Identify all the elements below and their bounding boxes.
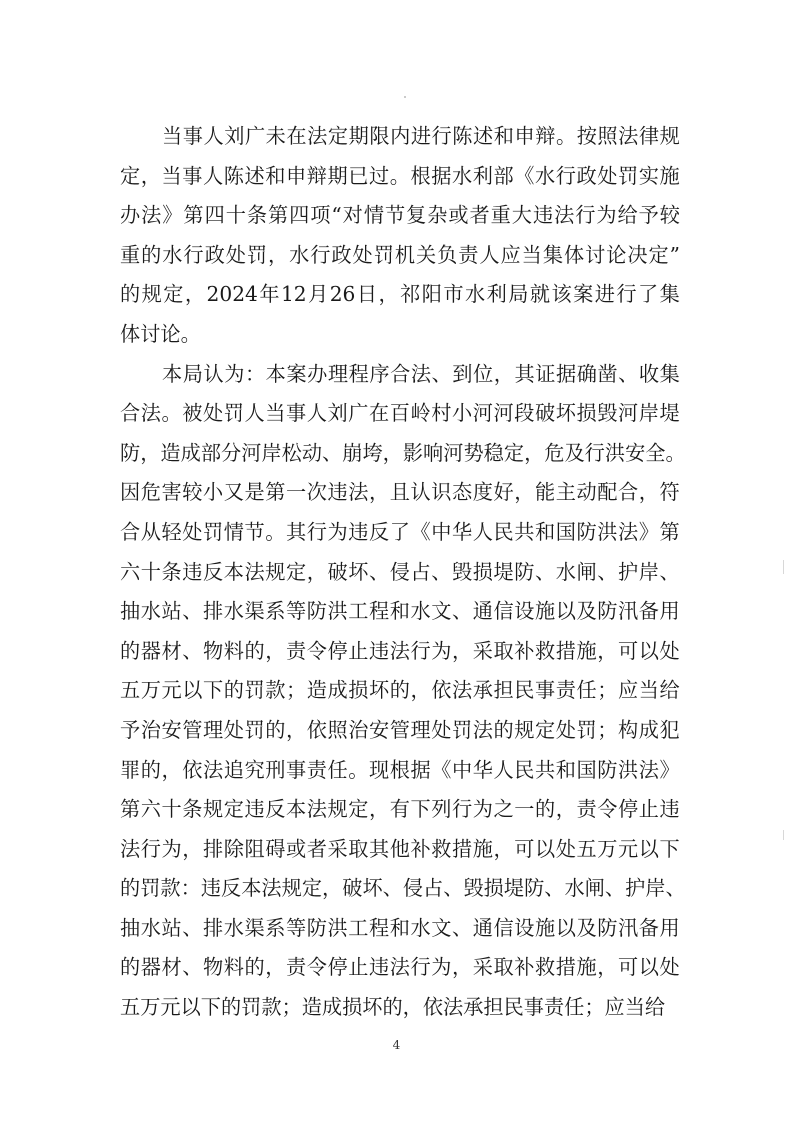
page-number: 4 bbox=[392, 1038, 401, 1052]
paragraph-line: 的 器 材 、 物 料 的 ， 责 令 停 止 违 法 行 为 ， 采 取 补 救 措 施 ， 可 以 处 bbox=[120, 638, 680, 663]
paragraph-line: 的 器 材 、 物 料 的 ， 责 令 停 止 违 法 行 为 ， 采 取 补 救 措 施 ， 可 以 处 bbox=[120, 955, 680, 980]
paragraph-line: 五万元以下的罚款；造成损坏的，依法承担民事责任；应当给 bbox=[120, 995, 666, 1020]
paragraph-line: 合 从 轻 处 罚 情 节 。 其 行 为 违 反 了 《 中 华 人 民 共 和 国 防 洪 法 》 第 bbox=[120, 519, 680, 544]
paragraph-line: 的 规 定 ， 2024 年 12 月 26 日 ， 祁 阳 市 水 利 局 就 该 案 进 行 了 集 bbox=[120, 282, 680, 307]
paragraph-line: 定 ， 当 事 人 陈 述 和 申 辩 期 已 过 。 根 据 水 利 部 《 水 行 政 处 罚 实 施 bbox=[120, 163, 680, 188]
paragraph-line: 抽 水 站 、 排 水 渠 系 等 防 洪 工 程 和 水 文 、 通 信 设 施 以 及 防 汛 备 用 bbox=[120, 915, 680, 940]
paragraph-line: 五 万 元 以 下 的 罚 款 ； 造 成 损 坏 的 ， 依 法 承 担 民 事 责 任 ； 应 当 给 bbox=[120, 678, 680, 703]
paragraph-line: 法 行 为 ， 排 除 阻 碍 或 者 采 取 其 他 补 救 措 施 ， 可 以 处 五 万 元 以 下 bbox=[120, 836, 680, 861]
paragraph-line: 六 十 条 违 反 本 法 规 定 ， 破 坏 、 侵 占 、 毁 损 堤 防 、 水 闸 、 护 岸 、 bbox=[120, 559, 680, 584]
scan-edge-mark bbox=[783, 830, 784, 840]
paragraph-line: 合 法 。 被 处 罚 人 当 事 人 刘 广 在 百 岭 村 小 河 河 段 破 坏 损 毁 河 岸 堤 bbox=[120, 401, 680, 426]
paragraph-line: 办 法 》 第 四 十 条 第 四 项 “ 对 情 节 复 杂 或 者 重 大 违 法 行 为 给 予 较 bbox=[120, 203, 680, 228]
scan-speck bbox=[404, 96, 406, 98]
document-body bbox=[120, 117, 686, 1028]
paragraph-line: 因 危 害 较 小 又 是 第 一 次 违 法 ， 且 认 识 态 度 好 ， 能 主 动 配 合 ， 符 bbox=[120, 480, 680, 505]
paragraph-line: 罪 的 ， 依 法 追 究 刑 事 责 任 。 现 根 据 《 中 华 人 民 共 和 国 防 洪 法 》 bbox=[120, 757, 680, 782]
paragraph-line: 第 六 十 条 规 定 违 反 本 法 规 定 ， 有 下 列 行 为 之 一 的 ， 责 令 停 止 违 bbox=[120, 797, 680, 822]
paragraph-line: 抽 水 站 、 排 水 渠 系 等 防 洪 工 程 和 水 文 、 通 信 设 施 以 及 防 汛 备 用 bbox=[120, 599, 680, 624]
paragraph-line: 防 ， 造 成 部 分 河 岸 松 动 、 崩 垮 ， 影 响 河 势 稳 定 ， 危 及 行 洪 安 全 。 bbox=[120, 440, 686, 465]
paragraph-line: 予 治 安 管 理 处 罚 的 ， 依 照 治 安 管 理 处 罚 法 的 规 定 处 罚 ； 构 成 犯 bbox=[120, 717, 680, 742]
paragraph-line: 重 的 水 行 政 处 罚 ， 水 行 政 处 罚 机 关 负 责 人 应 当 集 体 讨 论 决 定 ” bbox=[120, 242, 680, 267]
scan-edge-mark bbox=[783, 560, 784, 574]
paragraph-line: 本 局 认 为 ： 本 案 办 理 程 序 合 法 、 到 位 ， 其 证 据 确 凿 、 收 集 bbox=[162, 361, 680, 386]
paragraph-line: 的 罚 款 ： 违 反 本 法 规 定 ， 破 坏 、 侵 占 、 毁 损 堤 防 、 水 闸 、 护 岸 、 bbox=[120, 876, 686, 901]
paragraph-line: 当 事 人 刘 广 未 在 法 定 期 限 内 进 行 陈 述 和 申 辩 。 按 照 法 律 规 bbox=[162, 124, 680, 148]
paragraph-line: 体讨论。 bbox=[120, 321, 201, 346]
